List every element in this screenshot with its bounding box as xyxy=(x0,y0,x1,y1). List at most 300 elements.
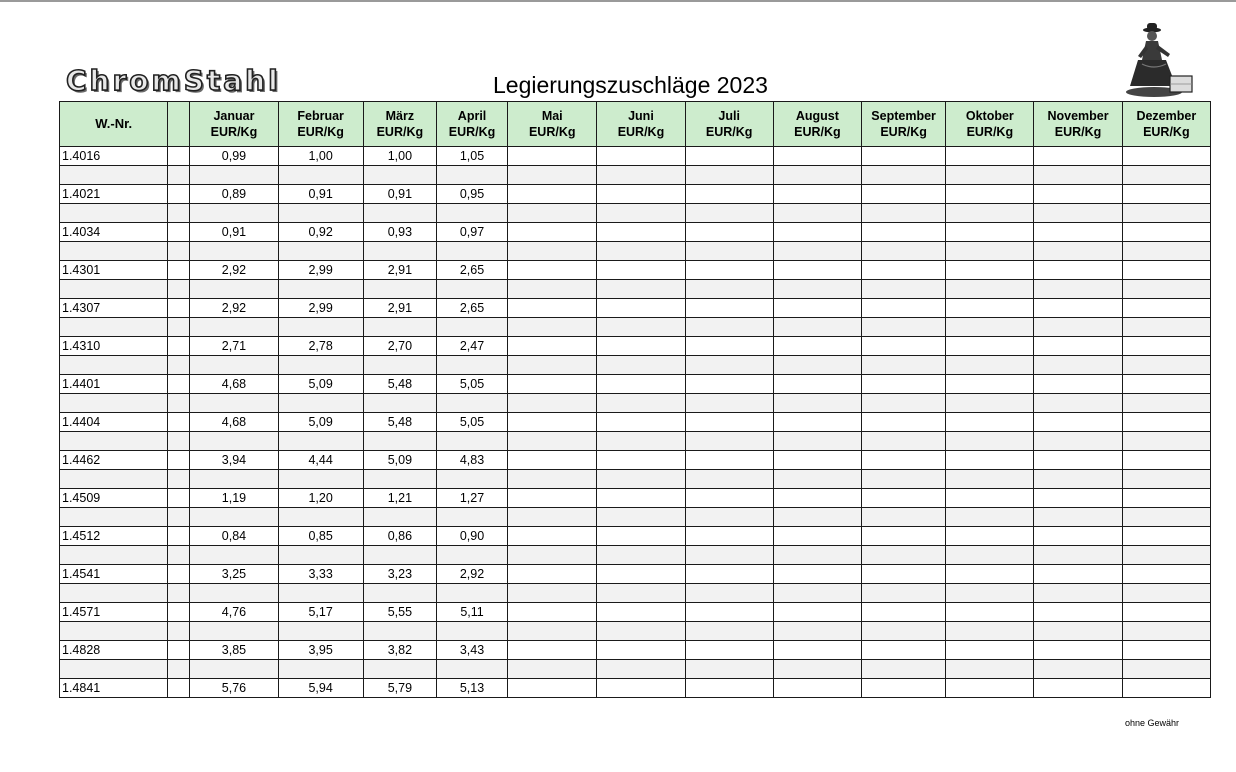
spacer-cell xyxy=(436,432,507,451)
spacer-cell xyxy=(685,432,773,451)
surcharge-value-cell xyxy=(1034,527,1122,546)
spacer-cell xyxy=(436,394,507,413)
surcharge-value-cell xyxy=(946,299,1034,318)
surcharge-value-cell: 2,91 xyxy=(363,261,436,280)
surcharge-value-cell: 0,91 xyxy=(190,223,278,242)
spacer-cell xyxy=(363,432,436,451)
surcharge-value-cell: 2,70 xyxy=(363,337,436,356)
surcharge-value-cell xyxy=(1122,603,1210,622)
spacer-cell xyxy=(363,584,436,603)
surcharge-value-cell xyxy=(946,337,1034,356)
spacer-cell xyxy=(1122,356,1210,375)
spacer-cell xyxy=(508,204,597,223)
surcharge-value-cell: 4,68 xyxy=(190,375,278,394)
surcharge-value-cell xyxy=(597,413,685,432)
column-header-month xyxy=(190,102,278,147)
surcharge-value-cell xyxy=(685,489,773,508)
surcharge-value-cell xyxy=(1034,375,1122,394)
spacer-row xyxy=(60,470,1211,489)
unit-label: EUR/Kg xyxy=(376,125,424,139)
table-row xyxy=(60,375,1211,394)
spacer-cell xyxy=(1122,622,1210,641)
surcharge-value-cell xyxy=(1122,451,1210,470)
spacer-cell xyxy=(363,318,436,337)
column-header-month xyxy=(1034,102,1122,147)
spacer-cell xyxy=(508,508,597,527)
surcharge-value-cell xyxy=(773,261,861,280)
spacer-cell xyxy=(1122,242,1210,261)
surcharge-value-cell: 4,83 xyxy=(436,451,507,470)
spacer-row xyxy=(60,356,1211,375)
spacer-cell xyxy=(946,660,1034,679)
surcharge-value-cell xyxy=(773,147,861,166)
surcharge-value-cell: 1,20 xyxy=(278,489,363,508)
surcharge-value-cell xyxy=(508,451,597,470)
surcharge-value-cell xyxy=(773,337,861,356)
surcharge-value-cell xyxy=(773,603,861,622)
surcharge-value-cell xyxy=(685,147,773,166)
spacer-cell xyxy=(946,280,1034,299)
mascot-logo-icon xyxy=(1120,20,1202,102)
spacer-cell xyxy=(168,204,190,223)
spacer-cell xyxy=(862,584,946,603)
surcharge-value-cell xyxy=(862,147,946,166)
spacer-cell xyxy=(685,318,773,337)
alloy-surcharge-table xyxy=(59,101,1211,698)
surcharge-value-cell: 2,99 xyxy=(278,261,363,280)
spacer-cell xyxy=(508,242,597,261)
surcharge-value-cell: 0,93 xyxy=(363,223,436,242)
disclaimer-note: ohne Gewähr xyxy=(1125,718,1180,728)
spacer-cell xyxy=(773,204,861,223)
spacer-cell xyxy=(190,508,278,527)
surcharge-value-cell xyxy=(1122,489,1210,508)
surcharge-value-cell xyxy=(862,299,946,318)
column-header-month xyxy=(773,102,861,147)
spacer-cell xyxy=(508,546,597,565)
blank-cell xyxy=(168,185,190,204)
blank-cell xyxy=(168,489,190,508)
top-rule xyxy=(0,0,1236,2)
surcharge-value-cell: 5,05 xyxy=(436,375,507,394)
spacer-cell xyxy=(597,280,685,299)
spacer-cell xyxy=(1034,204,1122,223)
month-label: Oktober xyxy=(965,109,1014,123)
surcharge-value-cell xyxy=(946,603,1034,622)
spacer-cell xyxy=(363,166,436,185)
surcharge-value-cell xyxy=(597,147,685,166)
spacer-row xyxy=(60,660,1211,679)
spacer-cell xyxy=(862,204,946,223)
unit-label: EUR/Kg xyxy=(528,125,576,139)
spacer-cell xyxy=(508,356,597,375)
spacer-cell xyxy=(278,356,363,375)
spacer-cell xyxy=(436,318,507,337)
surcharge-value-cell xyxy=(1122,565,1210,584)
month-label: Mai xyxy=(541,109,563,123)
spacer-cell xyxy=(168,356,190,375)
surcharge-value-cell xyxy=(1122,337,1210,356)
spacer-cell xyxy=(1034,584,1122,603)
spacer-row xyxy=(60,622,1211,641)
spacer-cell xyxy=(862,508,946,527)
material-number-cell: 1.4509 xyxy=(60,489,168,508)
surcharge-value-cell xyxy=(773,185,861,204)
surcharge-value-cell xyxy=(597,603,685,622)
surcharge-value-cell: 0,85 xyxy=(278,527,363,546)
spacer-cell xyxy=(190,280,278,299)
surcharge-value-cell xyxy=(508,527,597,546)
spacer-cell xyxy=(685,280,773,299)
column-header-month xyxy=(685,102,773,147)
column-header-wnr: W.-Nr. xyxy=(60,102,168,147)
spacer-cell xyxy=(60,470,168,489)
surcharge-value-cell xyxy=(1034,299,1122,318)
column-header-month xyxy=(363,102,436,147)
surcharge-value-cell: 0,91 xyxy=(278,185,363,204)
surcharge-value-cell xyxy=(508,489,597,508)
spacer-row xyxy=(60,508,1211,527)
spacer-cell xyxy=(190,622,278,641)
surcharge-value-cell xyxy=(946,641,1034,660)
unit-label: EUR/Kg xyxy=(966,125,1014,139)
surcharge-value-cell xyxy=(1122,185,1210,204)
spacer-cell xyxy=(168,394,190,413)
surcharge-value-cell xyxy=(1034,489,1122,508)
blank-cell xyxy=(168,679,190,698)
surcharge-value-cell xyxy=(508,603,597,622)
spacer-cell xyxy=(773,660,861,679)
spacer-cell xyxy=(436,660,507,679)
table-row xyxy=(60,679,1211,698)
surcharge-value-cell: 5,76 xyxy=(190,679,278,698)
spacer-cell xyxy=(862,622,946,641)
spacer-cell xyxy=(190,432,278,451)
spacer-cell xyxy=(685,546,773,565)
month-label: Juli xyxy=(718,109,740,123)
surcharge-value-cell xyxy=(685,337,773,356)
table-row xyxy=(60,147,1211,166)
table-row xyxy=(60,451,1211,470)
spacer-cell xyxy=(597,318,685,337)
spacer-cell xyxy=(1034,660,1122,679)
table-row xyxy=(60,261,1211,280)
surcharge-value-cell: 5,48 xyxy=(363,375,436,394)
material-number-cell: 1.4571 xyxy=(60,603,168,622)
spacer-cell xyxy=(773,508,861,527)
unit-label: EUR/Kg xyxy=(1054,125,1102,139)
spacer-row xyxy=(60,204,1211,223)
spacer-cell xyxy=(946,546,1034,565)
spacer-cell xyxy=(597,584,685,603)
surcharge-value-cell xyxy=(1034,565,1122,584)
spacer-cell xyxy=(773,394,861,413)
spacer-cell xyxy=(60,432,168,451)
surcharge-value-cell xyxy=(685,679,773,698)
surcharge-value-cell xyxy=(946,489,1034,508)
column-header-month xyxy=(946,102,1034,147)
spacer-cell xyxy=(60,318,168,337)
spacer-cell xyxy=(1122,546,1210,565)
surcharge-value-cell xyxy=(508,565,597,584)
spacer-cell xyxy=(278,432,363,451)
surcharge-value-cell xyxy=(946,413,1034,432)
spacer-cell xyxy=(278,546,363,565)
blank-cell xyxy=(168,565,190,584)
spacer-cell xyxy=(862,546,946,565)
surcharge-value-cell xyxy=(1034,147,1122,166)
surcharge-value-cell: 3,95 xyxy=(278,641,363,660)
spacer-cell xyxy=(508,394,597,413)
surcharge-value-cell xyxy=(862,641,946,660)
surcharge-value-cell: 2,92 xyxy=(436,565,507,584)
month-label: September xyxy=(871,109,936,123)
spacer-cell xyxy=(278,242,363,261)
spacer-cell xyxy=(508,280,597,299)
spacer-cell xyxy=(946,470,1034,489)
spacer-cell xyxy=(685,470,773,489)
spacer-cell xyxy=(436,470,507,489)
blank-cell xyxy=(168,451,190,470)
spacer-cell xyxy=(168,546,190,565)
spacer-cell xyxy=(946,584,1034,603)
surcharge-value-cell: 1,21 xyxy=(363,489,436,508)
surcharge-value-cell xyxy=(946,261,1034,280)
surcharge-value-cell xyxy=(862,413,946,432)
surcharge-value-cell xyxy=(946,185,1034,204)
surcharge-value-cell xyxy=(1034,603,1122,622)
surcharge-value-cell: 4,44 xyxy=(278,451,363,470)
surcharge-value-cell: 3,33 xyxy=(278,565,363,584)
surcharge-value-cell: 1,00 xyxy=(278,147,363,166)
spacer-cell xyxy=(773,318,861,337)
spacer-cell xyxy=(363,660,436,679)
spacer-cell xyxy=(597,470,685,489)
surcharge-value-cell: 2,91 xyxy=(363,299,436,318)
surcharge-value-cell xyxy=(508,641,597,660)
spacer-cell xyxy=(278,470,363,489)
surcharge-value-cell xyxy=(597,261,685,280)
material-number-cell: 1.4404 xyxy=(60,413,168,432)
material-number-cell: 1.4541 xyxy=(60,565,168,584)
spacer-cell xyxy=(168,660,190,679)
spacer-cell xyxy=(862,318,946,337)
spacer-cell xyxy=(1034,622,1122,641)
surcharge-value-cell xyxy=(597,299,685,318)
spacer-cell xyxy=(363,508,436,527)
spacer-cell xyxy=(363,356,436,375)
surcharge-value-cell: 3,25 xyxy=(190,565,278,584)
spacer-cell xyxy=(773,242,861,261)
spacer-cell xyxy=(685,242,773,261)
surcharge-value-cell: 5,94 xyxy=(278,679,363,698)
column-header-month xyxy=(508,102,597,147)
spacer-cell xyxy=(773,584,861,603)
spacer-cell xyxy=(60,204,168,223)
surcharge-value-cell: 3,94 xyxy=(190,451,278,470)
surcharge-value-cell: 0,99 xyxy=(190,147,278,166)
spacer-cell xyxy=(508,622,597,641)
surcharge-value-cell: 3,82 xyxy=(363,641,436,660)
surcharge-value-cell: 0,91 xyxy=(363,185,436,204)
surcharge-value-cell xyxy=(862,375,946,394)
surcharge-value-cell xyxy=(685,451,773,470)
spacer-cell xyxy=(190,242,278,261)
surcharge-value-cell xyxy=(773,641,861,660)
spacer-cell xyxy=(168,318,190,337)
month-label: Dezember xyxy=(1136,109,1197,123)
spacer-cell xyxy=(862,242,946,261)
surcharge-value-cell: 5,09 xyxy=(278,375,363,394)
spacer-cell xyxy=(508,318,597,337)
spacer-cell xyxy=(862,432,946,451)
spacer-cell xyxy=(436,242,507,261)
spacer-cell xyxy=(597,356,685,375)
blank-cell xyxy=(168,223,190,242)
spacer-row xyxy=(60,584,1211,603)
spacer-cell xyxy=(862,356,946,375)
blank-cell xyxy=(168,299,190,318)
spacer-cell xyxy=(190,470,278,489)
surcharge-value-cell: 5,79 xyxy=(363,679,436,698)
spacer-cell xyxy=(685,166,773,185)
spacer-cell xyxy=(168,432,190,451)
spacer-cell xyxy=(773,280,861,299)
blank-cell xyxy=(168,603,190,622)
spacer-cell xyxy=(862,660,946,679)
spacer-cell xyxy=(60,584,168,603)
surcharge-value-cell xyxy=(597,641,685,660)
spacer-row xyxy=(60,546,1211,565)
logo-wordmark: ChromStahl xyxy=(66,64,281,97)
spacer-cell xyxy=(1034,356,1122,375)
surcharge-value-cell: 0,90 xyxy=(436,527,507,546)
spacer-cell xyxy=(597,622,685,641)
page-title: Legierungszuschläge 2023 xyxy=(493,72,768,98)
surcharge-value-cell xyxy=(1122,299,1210,318)
surcharge-value-cell xyxy=(1034,261,1122,280)
spacer-cell xyxy=(946,622,1034,641)
surcharge-value-cell: 5,48 xyxy=(363,413,436,432)
spacer-cell xyxy=(168,584,190,603)
spacer-cell xyxy=(597,166,685,185)
surcharge-value-cell xyxy=(597,679,685,698)
spacer-row xyxy=(60,432,1211,451)
spacer-cell xyxy=(508,166,597,185)
surcharge-value-cell: 3,43 xyxy=(436,641,507,660)
surcharge-value-cell xyxy=(685,527,773,546)
surcharge-value-cell: 2,92 xyxy=(190,261,278,280)
surcharge-value-cell xyxy=(1122,375,1210,394)
spacer-cell xyxy=(168,166,190,185)
spacer-cell xyxy=(190,546,278,565)
surcharge-value-cell: 5,05 xyxy=(436,413,507,432)
unit-label: EUR/Kg xyxy=(448,125,496,139)
spacer-cell xyxy=(278,584,363,603)
surcharge-value-cell xyxy=(597,223,685,242)
surcharge-value-cell: 2,71 xyxy=(190,337,278,356)
table-row xyxy=(60,527,1211,546)
spacer-cell xyxy=(278,394,363,413)
spacer-cell xyxy=(60,280,168,299)
month-label: August xyxy=(795,109,839,123)
surcharge-value-cell xyxy=(773,413,861,432)
spacer-cell xyxy=(60,242,168,261)
spacer-cell xyxy=(168,242,190,261)
table-row xyxy=(60,565,1211,584)
spacer-cell xyxy=(597,204,685,223)
surcharge-value-cell xyxy=(1122,413,1210,432)
spacer-cell xyxy=(60,356,168,375)
surcharge-value-cell xyxy=(508,261,597,280)
spacer-cell xyxy=(773,166,861,185)
surcharge-value-cell xyxy=(862,261,946,280)
spacer-cell xyxy=(60,394,168,413)
surcharge-value-cell xyxy=(1034,641,1122,660)
surcharge-value-cell: 5,55 xyxy=(363,603,436,622)
unit-label: EUR/Kg xyxy=(297,125,344,139)
spacer-cell xyxy=(436,546,507,565)
surcharge-value-cell xyxy=(773,223,861,242)
surcharge-value-cell xyxy=(597,527,685,546)
column-header-month xyxy=(597,102,685,147)
spacer-cell xyxy=(685,660,773,679)
spacer-cell xyxy=(363,622,436,641)
surcharge-value-cell xyxy=(773,451,861,470)
surcharge-value-cell xyxy=(773,489,861,508)
surcharge-value-cell: 5,11 xyxy=(436,603,507,622)
material-number-cell: 1.4512 xyxy=(60,527,168,546)
surcharge-value-cell xyxy=(1122,261,1210,280)
unit-label: EUR/Kg xyxy=(617,125,665,139)
spacer-cell xyxy=(436,280,507,299)
surcharge-value-cell xyxy=(862,337,946,356)
material-number-cell: 1.4016 xyxy=(60,147,168,166)
spacer-cell xyxy=(685,622,773,641)
spacer-cell xyxy=(946,166,1034,185)
spacer-cell xyxy=(1122,660,1210,679)
spacer-cell xyxy=(1122,584,1210,603)
spacer-cell xyxy=(436,508,507,527)
surcharge-value-cell xyxy=(773,299,861,318)
surcharge-value-cell xyxy=(597,375,685,394)
chromstahl-logo xyxy=(66,64,334,98)
blank-cell xyxy=(168,375,190,394)
column-header-month xyxy=(1122,102,1210,147)
blank-cell xyxy=(168,413,190,432)
material-number-cell: 1.4034 xyxy=(60,223,168,242)
spacer-cell xyxy=(190,204,278,223)
spacer-cell xyxy=(1034,394,1122,413)
surcharge-value-cell xyxy=(946,223,1034,242)
spacer-cell xyxy=(1034,242,1122,261)
month-label: März xyxy=(385,109,415,123)
spacer-cell xyxy=(1122,394,1210,413)
surcharge-value-cell: 5,09 xyxy=(363,451,436,470)
table-row xyxy=(60,413,1211,432)
surcharge-value-cell xyxy=(685,375,773,394)
spacer-row xyxy=(60,280,1211,299)
table-body xyxy=(60,147,1211,698)
spacer-cell xyxy=(1122,166,1210,185)
month-label: Februar xyxy=(297,109,344,123)
table-row xyxy=(60,185,1211,204)
surcharge-value-cell xyxy=(862,603,946,622)
surcharge-value-cell xyxy=(773,565,861,584)
spacer-cell xyxy=(1122,318,1210,337)
spacer-cell xyxy=(1122,508,1210,527)
spacer-cell xyxy=(685,508,773,527)
